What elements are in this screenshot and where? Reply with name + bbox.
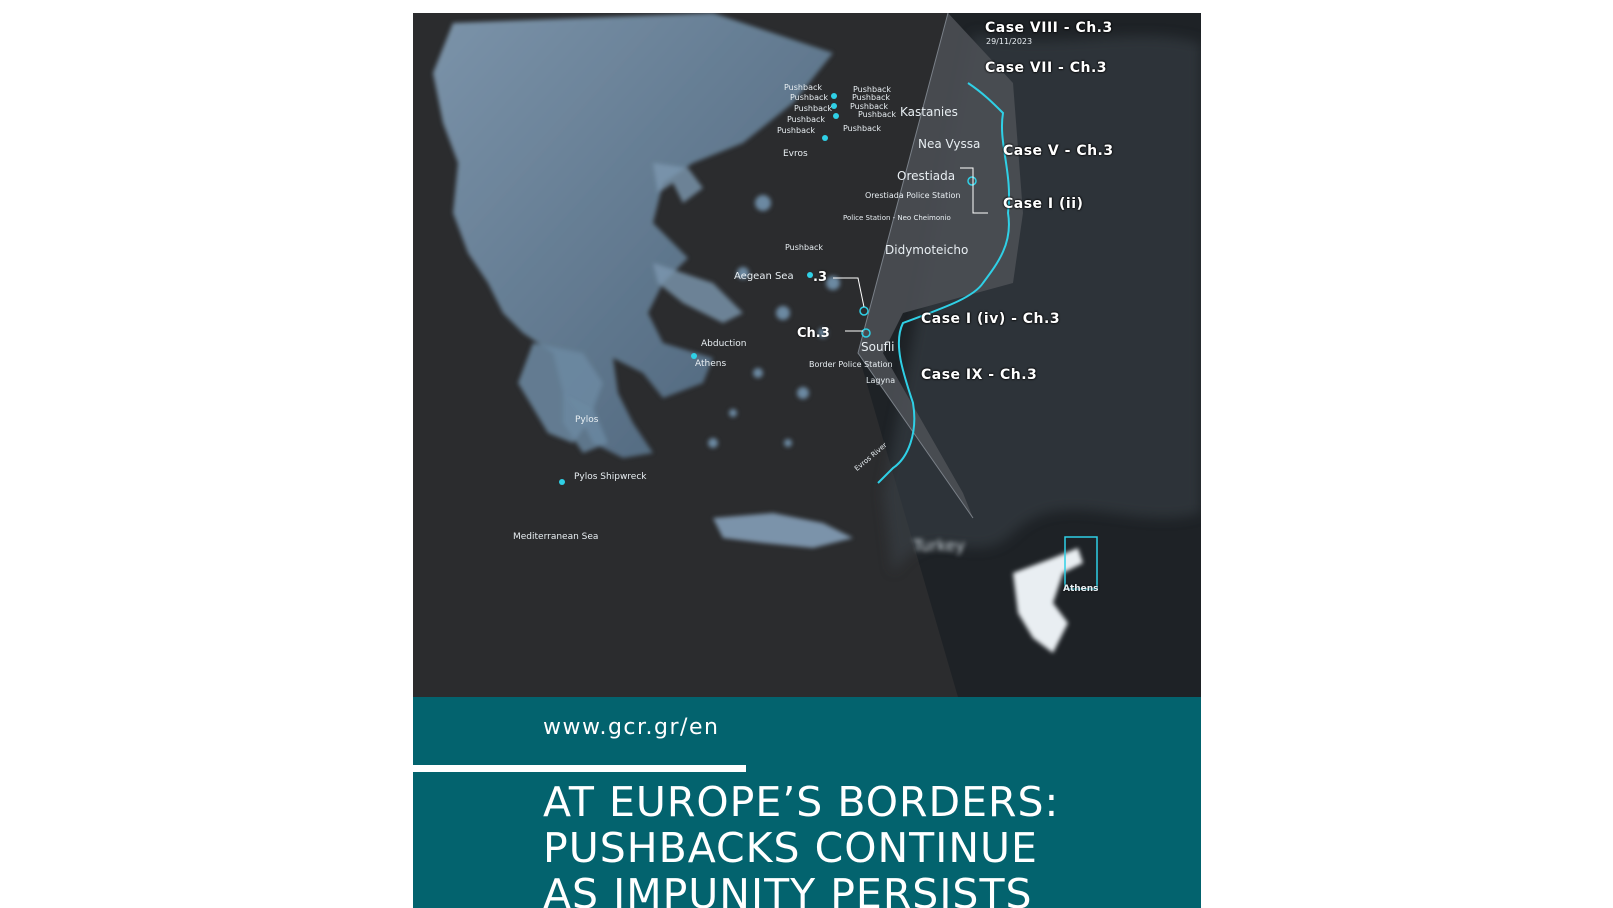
label-orestiada-police-station: Orestiada Police Station	[865, 191, 961, 200]
title-line-1: AT EUROPE’S BORDERS:	[543, 778, 1060, 826]
label-case-viii: Case VIII - Ch.3	[985, 20, 1113, 36]
label-case-ix: Case IX - Ch.3	[921, 367, 1038, 383]
label-case-i-ii: Case I (ii)	[1003, 196, 1084, 212]
label-evros-river: Evros River	[853, 441, 889, 473]
website-url[interactable]: www.gcr.gr/en	[543, 715, 720, 740]
label-mediterranean-sea: Mediterranean Sea	[513, 532, 599, 542]
label-nea-vyssa: Nea Vyssa	[918, 137, 981, 151]
report-title	[543, 779, 1059, 908]
title-banner	[413, 697, 1201, 908]
label-pushback: Pushback	[853, 85, 892, 94]
report-cover	[413, 13, 1201, 908]
label-inset-athens: Athens	[1063, 584, 1099, 594]
label-soufli: Soufli	[861, 340, 895, 354]
label-pushback: Pushback	[777, 126, 816, 135]
label-pushback: Pushback	[794, 104, 833, 113]
label-partial-ch3: Ch.3	[797, 326, 830, 341]
title-line-3: AS IMPUNITY PERSISTS	[543, 870, 1033, 908]
label-lagyna: Lagyna	[866, 376, 896, 385]
label-pushback: Pushback	[858, 110, 897, 119]
label-didymoteicho: Didymoteicho	[885, 243, 969, 257]
label-athens: Athens	[695, 359, 727, 369]
label-pushback: Pushback	[784, 83, 823, 92]
label-pushback: Pushback	[787, 115, 826, 124]
divider-bar	[413, 765, 746, 772]
label-abduction: Abduction	[701, 339, 747, 349]
label-police-station-neo-cheimonio: Police Station - Neo Cheimonio	[843, 214, 951, 222]
label-case-vii: Case VII - Ch.3	[985, 60, 1108, 76]
label-border-police-station: Border Police Station	[809, 360, 893, 369]
title-line-2: PUSHBACKS CONTINUE	[543, 824, 1038, 872]
label-partial-ch3: .3	[813, 270, 827, 285]
label-kastanies: Kastanies	[900, 105, 958, 119]
label-case-i-iv: Case I (iv) - Ch.3	[921, 311, 1061, 327]
label-turkey: Turkey	[913, 536, 966, 555]
label-pushback: Pushback	[790, 93, 829, 102]
label-pushback: Pushback	[785, 243, 824, 252]
label-pushback: Pushback	[850, 102, 889, 111]
map-illustration	[413, 13, 1201, 697]
label-pushback: Pushback	[843, 124, 882, 133]
label-case-v: Case V - Ch.3	[1003, 143, 1114, 159]
label-pylos-shipwreck: Pylos Shipwreck	[574, 472, 647, 482]
label-orestiada: Orestiada	[897, 169, 956, 183]
label-pylos: Pylos	[575, 415, 599, 425]
label-pushback: Pushback	[852, 93, 891, 102]
label-aegean-sea: Aegean Sea	[734, 271, 794, 282]
label-case-viii-date: 29/11/2023	[986, 37, 1033, 46]
label-evros: Evros	[783, 149, 808, 159]
